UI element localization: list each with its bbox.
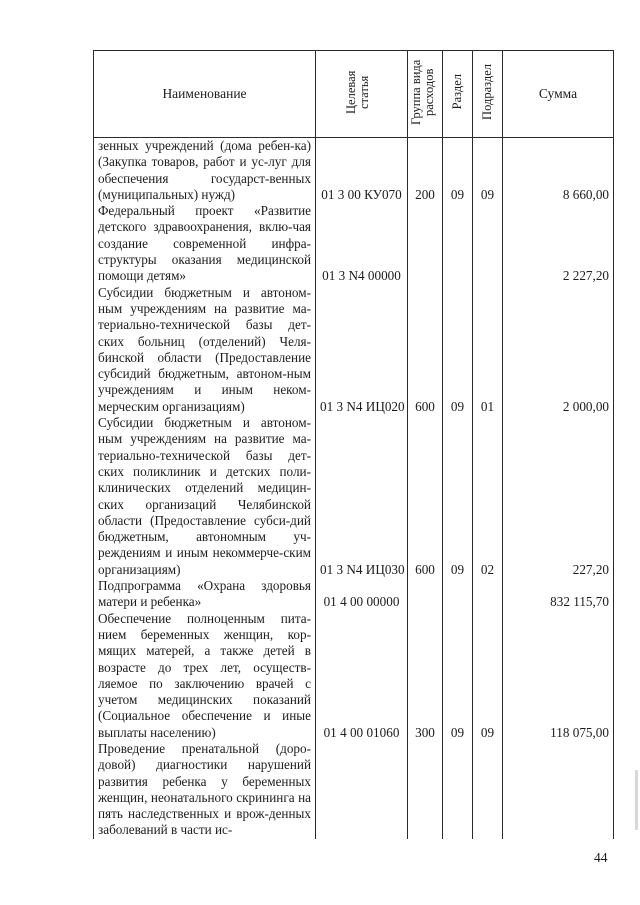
row-group	[408, 578, 443, 611]
row-section	[443, 741, 473, 839]
row-amount: 832 115,70	[503, 578, 614, 611]
header-section: Раздел	[449, 74, 464, 110]
row-name: Федеральный проект «Развитие детского здравоохранения, вклю-чая создание современной инфра-структуры оказания медицинской помощи детям»	[94, 203, 316, 284]
row-subsection: 09	[473, 138, 503, 204]
table-row	[94, 578, 614, 611]
row-target: 01 4 00 01060	[316, 611, 408, 741]
table-row	[94, 415, 614, 578]
row-name: Подпрограмма «Охрана здоровья матери и ребенка»	[94, 578, 316, 611]
row-section	[443, 578, 473, 611]
row-group: 300	[408, 611, 443, 741]
table-row	[94, 611, 614, 741]
row-amount: 2 000,00	[503, 285, 614, 415]
header-subsection: Подраздел	[479, 64, 494, 120]
row-section: 09	[443, 415, 473, 578]
row-target: 01 3 N4 ИЦ030	[316, 415, 408, 578]
row-group: 600	[408, 285, 443, 415]
row-subsection: 01	[473, 285, 503, 415]
row-amount	[503, 741, 614, 839]
row-subsection: 02	[473, 415, 503, 578]
row-target: 01 3 N4 ИЦ020	[316, 285, 408, 415]
header-sum: Сумма	[503, 51, 614, 138]
row-amount: 2 227,20	[503, 203, 614, 284]
row-name: Субсидии бюджетным и автоном-ным учреждениям на развитие ма-териально-технической базы дет-ских больниц (отделений) Челя-бинской области (Предоставление субсидий бюджетным, автоном-ным учреждениям и иным неком-мерческим организациям)	[94, 285, 316, 415]
row-name: зенных учреждений (дома ребен-ка) (Закупка товаров, работ и ус-луг для обеспечения государст-венных (муниципальных) нужд)	[94, 138, 316, 204]
row-amount: 118 075,00	[503, 611, 614, 741]
table-row	[94, 285, 614, 415]
scan-edge-mark	[635, 770, 638, 830]
row-target: 01 3 N4 00000	[316, 203, 408, 284]
row-section: 09	[443, 611, 473, 741]
row-target: 01 3 00 КУ070	[316, 138, 408, 204]
table-body	[94, 138, 614, 839]
row-amount: 227,20	[503, 415, 614, 578]
header-name: Наименование	[94, 51, 316, 138]
table-header	[94, 51, 614, 138]
row-group: 200	[408, 138, 443, 204]
row-amount: 8 660,00	[503, 138, 614, 204]
table-row	[94, 741, 614, 839]
row-section: 09	[443, 285, 473, 415]
row-group	[408, 741, 443, 839]
header-target: Целевая статья	[343, 70, 371, 114]
row-name: Обеспечение полноценным пита-нием беременных женщин, кор-мящих матерей, а также детей в возрасте до трех лет, осуществ-ляемое по заключению врачей с учетом медицинских показаний (Социальное обеспечение и иные выплаты населению)	[94, 611, 316, 741]
budget-table	[93, 50, 614, 839]
row-target	[316, 741, 408, 839]
row-name: Проведение пренатальной (доро-довой) диагностики нарушений развития ребенка у беременных женщин, неонатального скрининга на пять наследственных и врож-денных заболеваний в части ис-	[94, 741, 316, 839]
row-section	[443, 203, 473, 284]
page-number: 44	[594, 850, 608, 865]
row-section: 09	[443, 138, 473, 204]
table-row	[94, 203, 614, 284]
header-group: Группа вида расходов	[409, 59, 437, 125]
row-group	[408, 203, 443, 284]
row-subsection	[473, 203, 503, 284]
row-name: Субсидии бюджетным и автоном-ным учреждениям на развитие ма-териально-технической базы дет-ских поликлиник и детских поли-клинических отделений медицин-ских организаций Челябинской области (Предоставление субси-дий бюджетным, автономным уч-реждениям и иным некоммерче-ским организациям)	[94, 415, 316, 578]
row-subsection	[473, 741, 503, 839]
row-subsection: 09	[473, 611, 503, 741]
row-group: 600	[408, 415, 443, 578]
table-row	[94, 138, 614, 204]
row-target: 01 4 00 00000	[316, 578, 408, 611]
row-subsection	[473, 578, 503, 611]
